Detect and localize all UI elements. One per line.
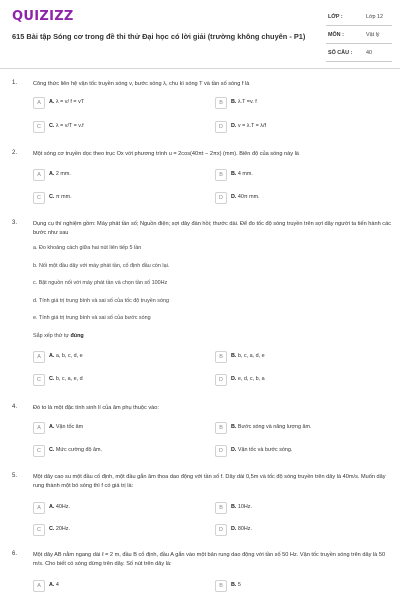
meta-value: 40 (366, 50, 372, 56)
order-emphasis: đúng (70, 333, 84, 339)
question-text: Công thức liên hệ vận tốc truyền sóng v, bước sóng λ, chu kì sóng T và tần số sóng f là (33, 81, 250, 87)
option-value: b, c, a, e, d (55, 376, 83, 382)
option-letter-box: D (215, 445, 227, 457)
option-value: λ.T =v. f (237, 99, 257, 105)
option-text (231, 504, 252, 510)
option-prefix: B. (231, 99, 237, 105)
header-divider (0, 68, 400, 69)
option-text (231, 353, 265, 359)
option-value: 10Hz. (237, 504, 252, 510)
option-letter-box: A (33, 97, 45, 109)
option-text (49, 353, 83, 359)
option-prefix: D. (231, 526, 237, 532)
option-text (49, 447, 102, 453)
step-item: e. Tính giá trị trung bình và sai số của bước sóng (33, 315, 151, 321)
step-item: b. Nối một đầu dây với máy phát tần, cố định đầu còn lại. (33, 263, 170, 269)
meta-key: LỚP : (328, 14, 343, 20)
option-value: e, d, c, b, a (237, 376, 265, 382)
option-value: Vận tốc và bước sóng. (237, 447, 293, 453)
option-letter-box: A (33, 169, 45, 181)
question-text: Một dây cao su một đầu cố định, một đầu gắn âm thoa dao động với tần số f. Dây dài 0,5m và tốc độ sóng truyền trên dây là 40m/s. Muốn dây rung thành một bó sóng thì f có giá trị là: (33, 474, 386, 489)
option-letter-box: C (33, 524, 45, 536)
option-prefix: C. (49, 123, 55, 129)
option-value: a, b, c, d, e (55, 353, 83, 359)
option-prefix: A. (49, 504, 55, 510)
option-prefix: A. (49, 171, 55, 177)
option-letter-box: C (33, 374, 45, 386)
question-text: Một sóng cơ truyền dọc theo trục Ox với phương trình u = 2cos(40πt − 2πx) (mm). Biên độ của sóng này là (33, 151, 299, 157)
option-prefix: C. (49, 447, 55, 453)
option-letter-box: A (33, 422, 45, 434)
quizizz-logo: QUIZIZZ (12, 9, 74, 24)
option-prefix: D. (231, 123, 237, 129)
question-number: 5. (12, 473, 18, 479)
option-text (231, 194, 260, 200)
option-value: 5 (237, 582, 241, 588)
step-item: c. Bật nguồn nối với máy phát tần và chọn tần số 100Hz (33, 280, 168, 286)
option-letter-box: A (33, 351, 45, 363)
option-prefix: B. (231, 353, 237, 359)
option-letter-box: B (215, 169, 227, 181)
option-prefix: C. (49, 376, 55, 382)
option-letter-box: D (215, 524, 227, 536)
option-value: b, c, a, d, e (237, 353, 265, 359)
option-prefix: D. (231, 376, 237, 382)
option-value: Mức cường độ âm. (55, 447, 103, 453)
meta-value: Lớp 12 (366, 14, 384, 20)
option-value: π mm. (55, 194, 72, 200)
meta-row-question-count (326, 47, 392, 62)
option-prefix: C. (49, 526, 55, 532)
option-text (49, 123, 84, 129)
option-letter-box: A (33, 502, 45, 514)
option-prefix: C. (49, 194, 55, 200)
option-text (231, 376, 265, 382)
option-text (231, 123, 266, 129)
option-value: Bước sóng và năng lượng âm. (237, 424, 312, 430)
question-number: 6. (12, 551, 18, 557)
option-prefix: A. (49, 582, 55, 588)
option-value: 40Hz. (55, 504, 70, 510)
option-text (49, 424, 83, 430)
option-letter-box: C (33, 192, 45, 204)
option-text (231, 447, 292, 453)
option-value: 2 mm. (55, 171, 71, 177)
meta-value: Vật lý (366, 32, 380, 38)
option-prefix: A. (49, 353, 55, 359)
option-value: 20Hz. (55, 526, 70, 532)
question-text: Dụng cụ thí nghiệm gồm: Máy phát tần số; Nguồn điện; sợi dây đàn hồi; thước dài. Để đo tốc độ sóng truyền trên sợi dây người ta tiến hành các bước như sau (33, 221, 391, 236)
option-letter-box: C (33, 121, 45, 133)
option-text (231, 171, 253, 177)
option-letter-box: C (33, 445, 45, 457)
step-item: d. Tính giá trị trung bình và sai số của tốc độ truyền sóng (33, 298, 169, 304)
option-letter-box: B (215, 502, 227, 514)
question-number: 4. (12, 404, 18, 410)
meta-panel (326, 11, 392, 65)
option-letter-box: D (215, 374, 227, 386)
meta-key: SỐ CÂU : (328, 50, 353, 56)
option-text (49, 376, 83, 382)
document-title: 615 Bài tập Sóng cơ trong đề thi thử Đại học có lời giải (trường không chuyên - P1) (12, 32, 306, 41)
option-value: 80Hz. (237, 526, 252, 532)
option-prefix: D. (231, 447, 237, 453)
option-letter-box: B (215, 351, 227, 363)
option-value: 40π mm. (237, 194, 260, 200)
question-number: 2. (12, 150, 18, 156)
header (0, 0, 400, 66)
option-text (49, 99, 84, 105)
option-text (49, 194, 72, 200)
option-letter-box: D (215, 192, 227, 204)
option-text (231, 526, 252, 532)
meta-row-subject (326, 29, 392, 44)
option-text (49, 171, 71, 177)
option-value: Vận tốc âm (55, 424, 84, 430)
step-item: a. Đo khoảng cách giữa hai nút liên tiếp 5 lần (33, 245, 142, 251)
meta-row-class (326, 11, 392, 26)
meta-key: MÔN : (328, 32, 344, 38)
option-text (231, 99, 257, 105)
option-value: 4 mm. (237, 171, 253, 177)
option-prefix: A. (49, 99, 55, 105)
option-prefix: D. (231, 194, 237, 200)
option-text (231, 582, 241, 588)
option-text (49, 582, 59, 588)
option-prefix: B. (231, 582, 237, 588)
option-prefix: B. (231, 424, 237, 430)
option-letter-box: D (215, 121, 227, 133)
question-text: Một dây AB nằm ngang dài ℓ = 2 m, đầu B cố định, đầu A gắn vào một bản rung dao động với tần số 50 Hz. Vận tốc truyền sóng trên dây là 50 m/s. Cho biết có sóng dừng trên dây. Số nút trên dây là: (33, 552, 386, 567)
option-value: v = λ.T = λ/f (237, 123, 266, 129)
order-label: Sắp xếp thứ tự (33, 333, 69, 339)
option-text (231, 424, 312, 430)
option-prefix: B. (231, 171, 237, 177)
option-prefix: B. (231, 504, 237, 510)
option-letter-box: B (215, 422, 227, 434)
option-letter-box: B (215, 97, 227, 109)
option-text (49, 504, 70, 510)
question-text: Đó to là một đặc tính sinh lí của âm phụ thuộc vào: (33, 405, 159, 411)
question-number: 3. (12, 220, 18, 226)
option-value: λ = v/ f = vT (55, 99, 85, 105)
option-value: λ = v/T = v.f (55, 123, 84, 129)
option-value: 4 (55, 582, 59, 588)
order-instruction (33, 333, 84, 339)
question-number: 1. (12, 80, 18, 86)
option-letter-box: A (33, 580, 45, 592)
option-text (49, 526, 70, 532)
option-prefix: A. (49, 424, 55, 430)
option-letter-box: B (215, 580, 227, 592)
